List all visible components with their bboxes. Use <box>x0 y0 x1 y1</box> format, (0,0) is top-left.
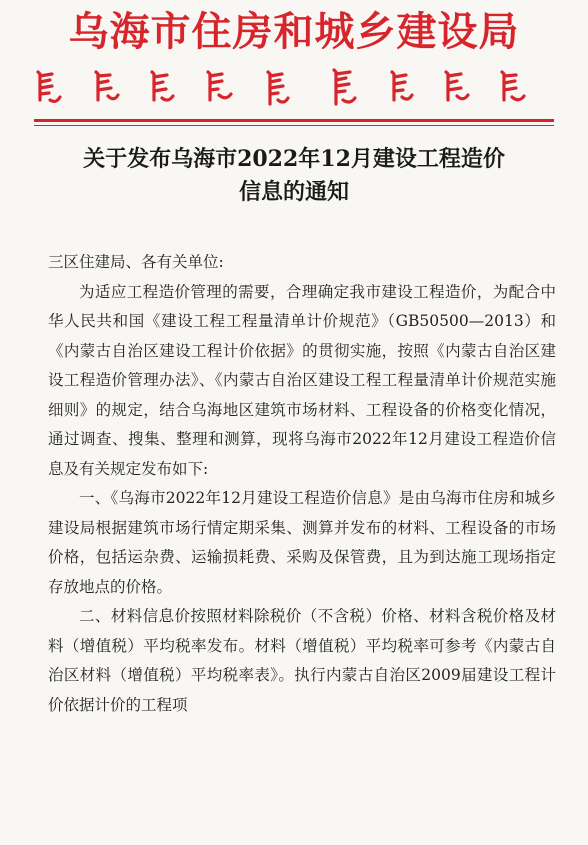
mongolian-word-1 <box>38 72 60 101</box>
mongolian-letterhead-script <box>36 64 552 110</box>
salutation: 三区住建局、各有关单位: <box>48 253 224 271</box>
document-title-line-1: 关于发布乌海市2022年12月建设工程造价 <box>83 146 505 172</box>
mongolian-word-5 <box>268 72 288 104</box>
mongolian-word-2 <box>96 72 118 100</box>
mongolian-word-9 <box>502 72 524 100</box>
document-body <box>48 248 556 720</box>
mongolian-word-7 <box>392 72 412 100</box>
document-title <box>0 143 588 209</box>
body-paragraph-1: 为适应工程造价管理的需要，合理确定我市建设工程造价，为配合中华人民共和国《建设工程工程量清单计价规范》（GB50500—2013）和《内蒙古自治区建设工程计价依据》的贯彻实施，按照《内蒙古自治区建设工程造价管理办法》、《内蒙古自治区建设工程工程量清单计价规范实施细则》的规定，结合乌海地区建筑市场材料、工程设备的价格变化情况，通过调查、搜集、整理和测算，现将乌海市2022年12月建设工程造价信息及有关规定发布如下: <box>48 282 556 478</box>
body-paragraph-2: 一、《乌海市2022年12月建设工程造价信息》是由乌海市住房和城乡建设局根据建筑市场行情定期采集、测算并发布的材料、工程设备的市场价格，包括运杂费、运输损耗费、采购及保管费，且为到达施工现场指定存放地点的价格。 <box>48 489 556 596</box>
mongolian-word-8 <box>446 72 468 100</box>
body-paragraph-3: 二、材料信息价按照材料除税价（不含税）价格、材料含税价格及材料（增值税）平均税率发布。材料（增值税）平均税率可参考《内蒙古自治区材料（增值税）平均税率表》。执行内蒙古自治区2009届建设工程计价依据计价的工程项 <box>48 607 556 714</box>
agency-letterhead-title: 乌海市住房和城乡建设局 <box>68 9 520 55</box>
mongolian-word-4 <box>208 72 231 100</box>
mongolian-word-6 <box>334 70 355 104</box>
mongolian-word-3 <box>152 72 173 100</box>
letterhead-rule-thin <box>34 125 554 126</box>
letterhead-rule-thick <box>34 119 554 122</box>
document-title-line-2: 信息的通知 <box>238 179 349 205</box>
